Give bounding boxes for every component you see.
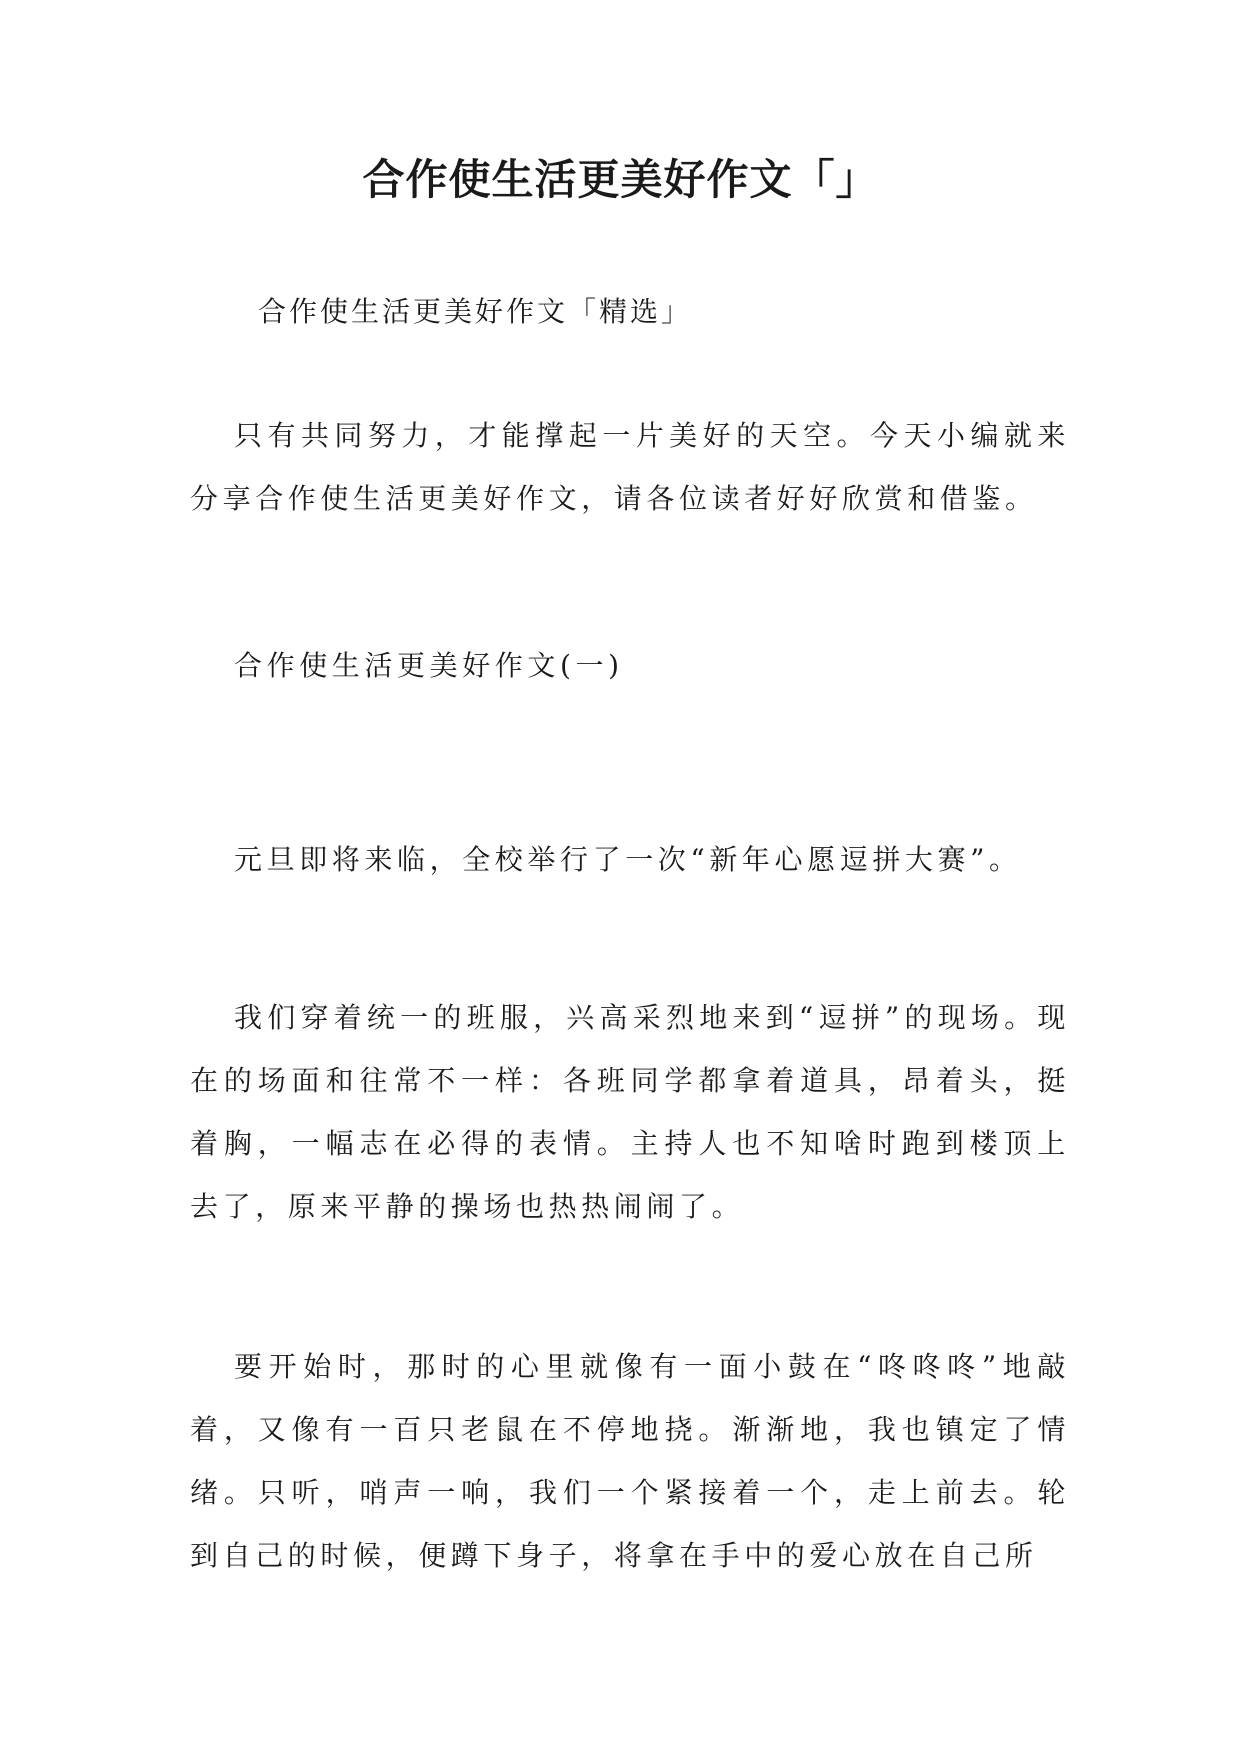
document-subtitle: 合作使生活更美好作文「精选」 xyxy=(258,295,693,328)
paragraph: 我们穿着统一的班服，兴高采烈地来到“逗拼”的现场。现在的场面和往常不一样：各班同学都拿着道具，昂着头，挺着胸，一幅志在必得的表情。主持人也不知啥时跑到楼顶上去了，原来平静的操场也热热闹闹了。 xyxy=(190,1001,1070,1223)
paragraph-intro: 只有共同努力，才能撑起一片美好的天空。今天小编就来分享合作使生活更美好作文，请各位读者好好欣赏和借鉴。 xyxy=(190,419,1070,515)
paragraph: 元旦即将来临，全校举行了一次“新年心愿逗拼大赛”。 xyxy=(234,843,1022,876)
section-heading: 合作使生活更美好作文(一) xyxy=(234,649,624,682)
paragraph: 要开始时，那时的心里就像有一面小鼓在“咚咚咚”地敲着，又像有一百只老鼠在不停地挠。渐渐地，我也镇定了情绪。只听，哨声一响，我们一个紧接着一个，走上前去。轮到自己的时候，便蹲下身子，将拿在手中的爱心放在自己所 xyxy=(190,1350,1070,1572)
document-title: 合作使生活更美好作文「」 xyxy=(362,155,879,204)
